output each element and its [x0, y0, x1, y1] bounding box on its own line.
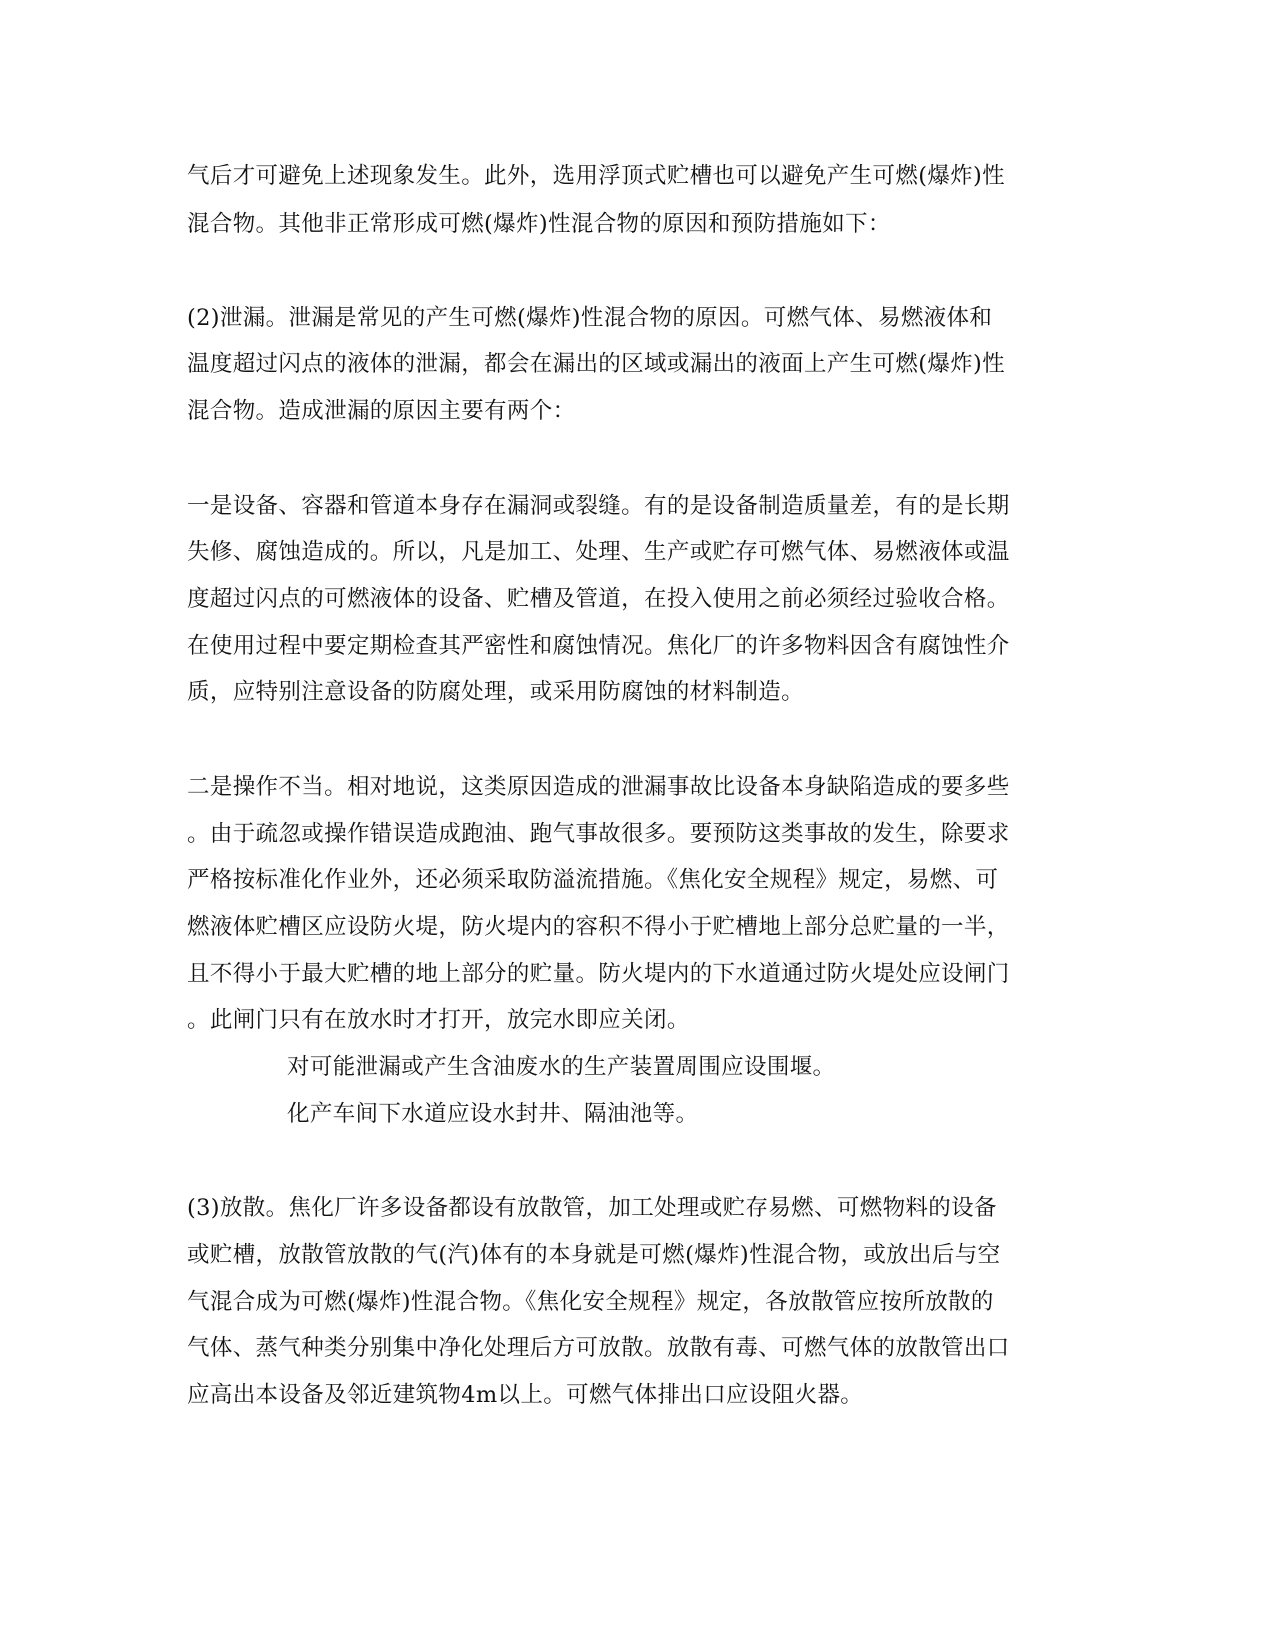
- text-line: (2)泄漏。泄漏是常见的产生可燃(爆炸)性混合物的原因。可燃气体、易燃液体和: [187, 305, 993, 331]
- text-line: (3)放散。焦化厂许多设备都设有放散管，加工处理或贮存易燃、可燃物料的设备: [187, 1195, 997, 1221]
- text-line: 严格按标准化作业外，还必须采取防溢流措施。《焦化安全规程》规定，易燃、可: [187, 867, 999, 893]
- text-line: 一是设备、容器和管道本身存在漏洞或裂缝。有的是设备制造质量差，有的是长期: [187, 493, 1010, 519]
- text-line: 二是操作不当。相对地说，这类原因造成的泄漏事故比设备本身缺陷造成的要多些: [187, 774, 1010, 800]
- text-line: 质，应特别注意设备的防腐处理，或采用防腐蚀的材料制造。: [187, 679, 804, 705]
- text-line: 失修、腐蚀造成的。所以，凡是加工、处理、生产或贮存可燃气体、易燃液体或温: [187, 539, 1010, 565]
- text-line: 。由于疏忽或操作错误造成跑油、跑气事故很多。要预防这类事故的发生，除要求: [187, 821, 1010, 847]
- text-line: 燃液体贮槽区应设防火堤，防火堤内的容积不得小于贮槽地上部分总贮量的一半，: [187, 914, 1010, 940]
- text-line: 应高出本设备及邻近建筑物4m以上。可燃气体排出口应设阻火器。: [187, 1382, 864, 1408]
- text-line: 或贮槽，放散管放散的气(汽)体有的本身就是可燃(爆炸)性混合物，或放出后与空: [187, 1242, 1001, 1268]
- text-line: 。此闸门只有在放水时才打开，放完水即应关闭。: [187, 1007, 690, 1033]
- text-line: 气后才可避免上述现象发生。此外，选用浮顶式贮槽也可以避免产生可燃(爆炸)性: [187, 163, 1006, 189]
- text-line: 化产车间下水道应设水封井、隔油池等。: [287, 1101, 699, 1127]
- text-line: 混合物。造成泄漏的原因主要有两个：: [187, 398, 576, 424]
- text-line: 对可能泄漏或产生含油废水的生产装置周围应设围堰。: [287, 1054, 836, 1080]
- text-line: 在使用过程中要定期检查其严密性和腐蚀情况。焦化厂的许多物料因含有腐蚀性介: [187, 633, 1010, 659]
- text-line: 气体、蒸气种类分别集中净化处理后方可放散。放散有毒、可燃气体的放散管出口: [187, 1335, 1010, 1361]
- text-line: 且不得小于最大贮槽的地上部分的贮量。防火堤内的下水道通过防火堤处应设闸门: [187, 961, 1010, 987]
- text-line: 温度超过闪点的液体的泄漏，都会在漏出的区域或漏出的液面上产生可燃(爆炸)性: [187, 351, 1006, 377]
- text-line: 混合物。其他非正常形成可燃(爆炸)性混合物的原因和预防措施如下：: [187, 211, 891, 237]
- text-line: 气混合成为可燃(爆炸)性混合物。《焦化安全规程》规定，各放散管应按所放散的: [187, 1289, 994, 1315]
- text-line: 度超过闪点的可燃液体的设备、贮槽及管道，在投入使用之前必须经过验收合格。: [187, 586, 1010, 612]
